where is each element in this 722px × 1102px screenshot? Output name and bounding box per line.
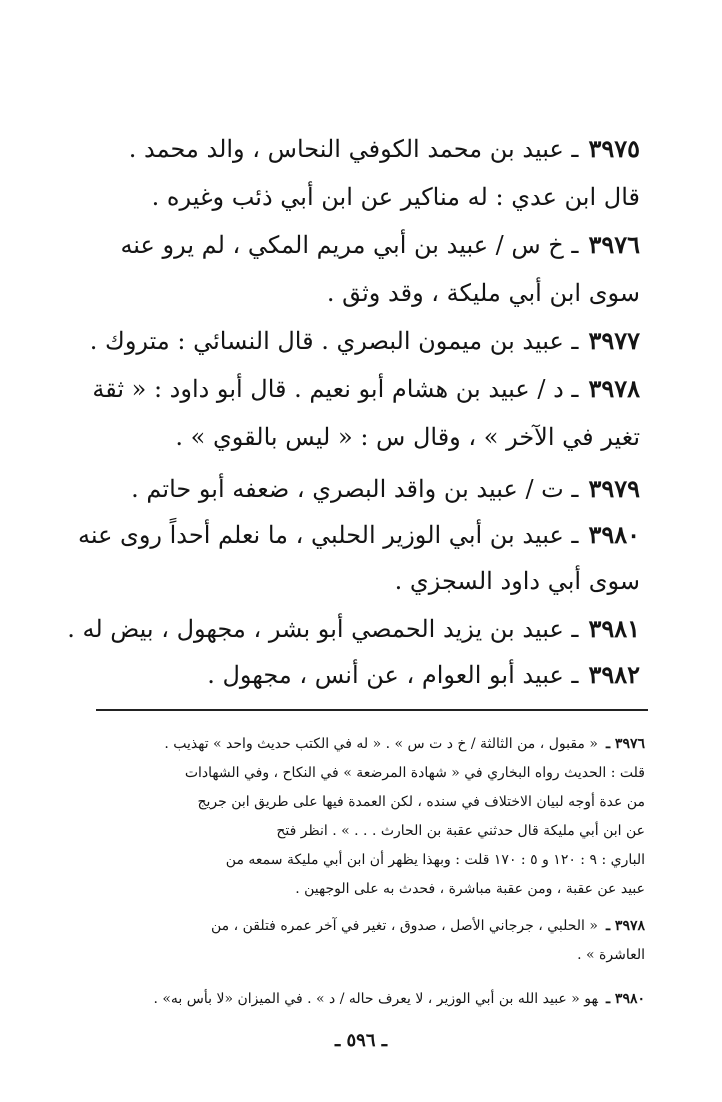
entry-3980-cont [64,558,640,604]
footnote-text: « مقبول ، من الثالثة / خ د ت س » . « له في الكتب حديث واحد » تهذيب . [164,736,598,752]
footnote-divider [96,709,648,711]
footnote-number: ٣٩٧٨ ـ [605,918,645,934]
footnote-line [70,846,645,874]
entry-text: ـ عبيد بن أبي الوزير الحلبي ، ما نعلم أحداً روى عنه [77,521,579,549]
entry-3975-cont [64,174,640,220]
entry-number: ٣٩٧٥ [588,134,640,163]
entry-text: ـ خ س / عبيد بن أبي مريم المكي ، لم يرو عنه [120,231,579,259]
entry-number: ٣٩٧٧ [588,326,640,355]
entry-3980 [64,512,640,558]
entry-number: ٣٩٧٩ [588,474,640,503]
entry-text: سوى أبي داود السجزي . [394,567,640,595]
footnote-line [70,817,645,845]
entry-3981 [64,606,640,652]
footnote-3978 [70,912,645,940]
entry-3976 [64,222,640,268]
footnote-text: عبيد عن عقبة ، ومن عقبة مباشرة ، فحدث به على الوجهين . [295,881,645,897]
footnote-line [70,759,645,787]
entry-text: ـ عبيد بن محمد الكوفي النحاس ، والد محمد . [128,135,579,163]
entry-3978-cont [64,414,640,460]
entry-3979 [64,466,640,512]
footnote-text: العاشرة » . [577,947,645,963]
entry-text: ـ عبيد بن ميمون البصري . قال النسائي : متروك . [89,327,579,355]
entry-text: تغير في الآخر » ، وقال س : « ليس بالقوي » . [175,423,640,451]
page-number: ـ ٥٩٦ ـ [334,1030,388,1051]
entry-number: ٣٩٨٢ [588,660,640,689]
footnote-number: ٣٩٨٠ ـ [605,991,645,1007]
footnote-3980 [70,985,645,1013]
footnote-line [70,875,645,903]
entry-number: ٣٩٧٦ [588,230,640,259]
entry-number: ٣٩٨١ [588,614,640,643]
entry-text: ـ ت / عبيد بن واقد البصري ، ضعفه أبو حاتم . [131,475,579,503]
entry-text: ـ د / عبيد بن هشام أبو نعيم . قال أبو داود : « ثقة [92,375,579,403]
entry-number: ٣٩٨٠ [588,520,640,549]
entry-text: سوى ابن أبي مليكة ، وقد وثق . [326,279,640,307]
entry-3982 [64,652,640,698]
entry-3975 [64,126,640,172]
footnote-line [70,788,645,816]
footnote-text: قلت : الحديث رواه البخاري في « شهادة المرضعة » في النكاح ، وفي الشهادات [184,765,645,781]
entry-text: ـ عبيد أبو العوام ، عن أنس ، مجهول . [207,661,579,689]
footnote-text: من عدة أوجه لبيان الاختلاف في سنده ، لكن العمدة فيها على طريق ابن جريج [197,794,645,810]
footnote-3976 [70,730,645,758]
entry-text: ـ عبيد بن يزيد الحمصي أبو بشر ، مجهول ، بيض له . [67,615,579,643]
entry-3976-cont [64,270,640,316]
entry-text: قال ابن عدي : له مناكير عن ابن أبي ذئب وغيره . [151,183,640,211]
footnote-text: « الحلبي ، جرجاني الأصل ، صدوق ، تغير في آخر عمره فتلقن ، من [211,918,598,934]
entry-3978 [64,366,640,412]
footnote-text: الباري : ٩ : ١٢٠ و ٥ : ١٧٠ قلت : وبهذا يظهر أن ابن أبي مليكة سمعه من [225,852,645,868]
footnote-line [70,941,645,969]
entry-number: ٣٩٧٨ [588,374,640,403]
footnote-text: هو « عبيد الله بن أبي الوزير ، لا يعرف حاله / د » . في الميزان «لا بأس به» . [153,991,598,1007]
footnote-text: عن ابن أبي مليكة قال حدثني عقبة بن الحارث . . . » . انظر فتح [276,823,645,839]
footnote-number: ٣٩٧٦ ـ [605,736,645,752]
entry-3977 [64,318,640,364]
